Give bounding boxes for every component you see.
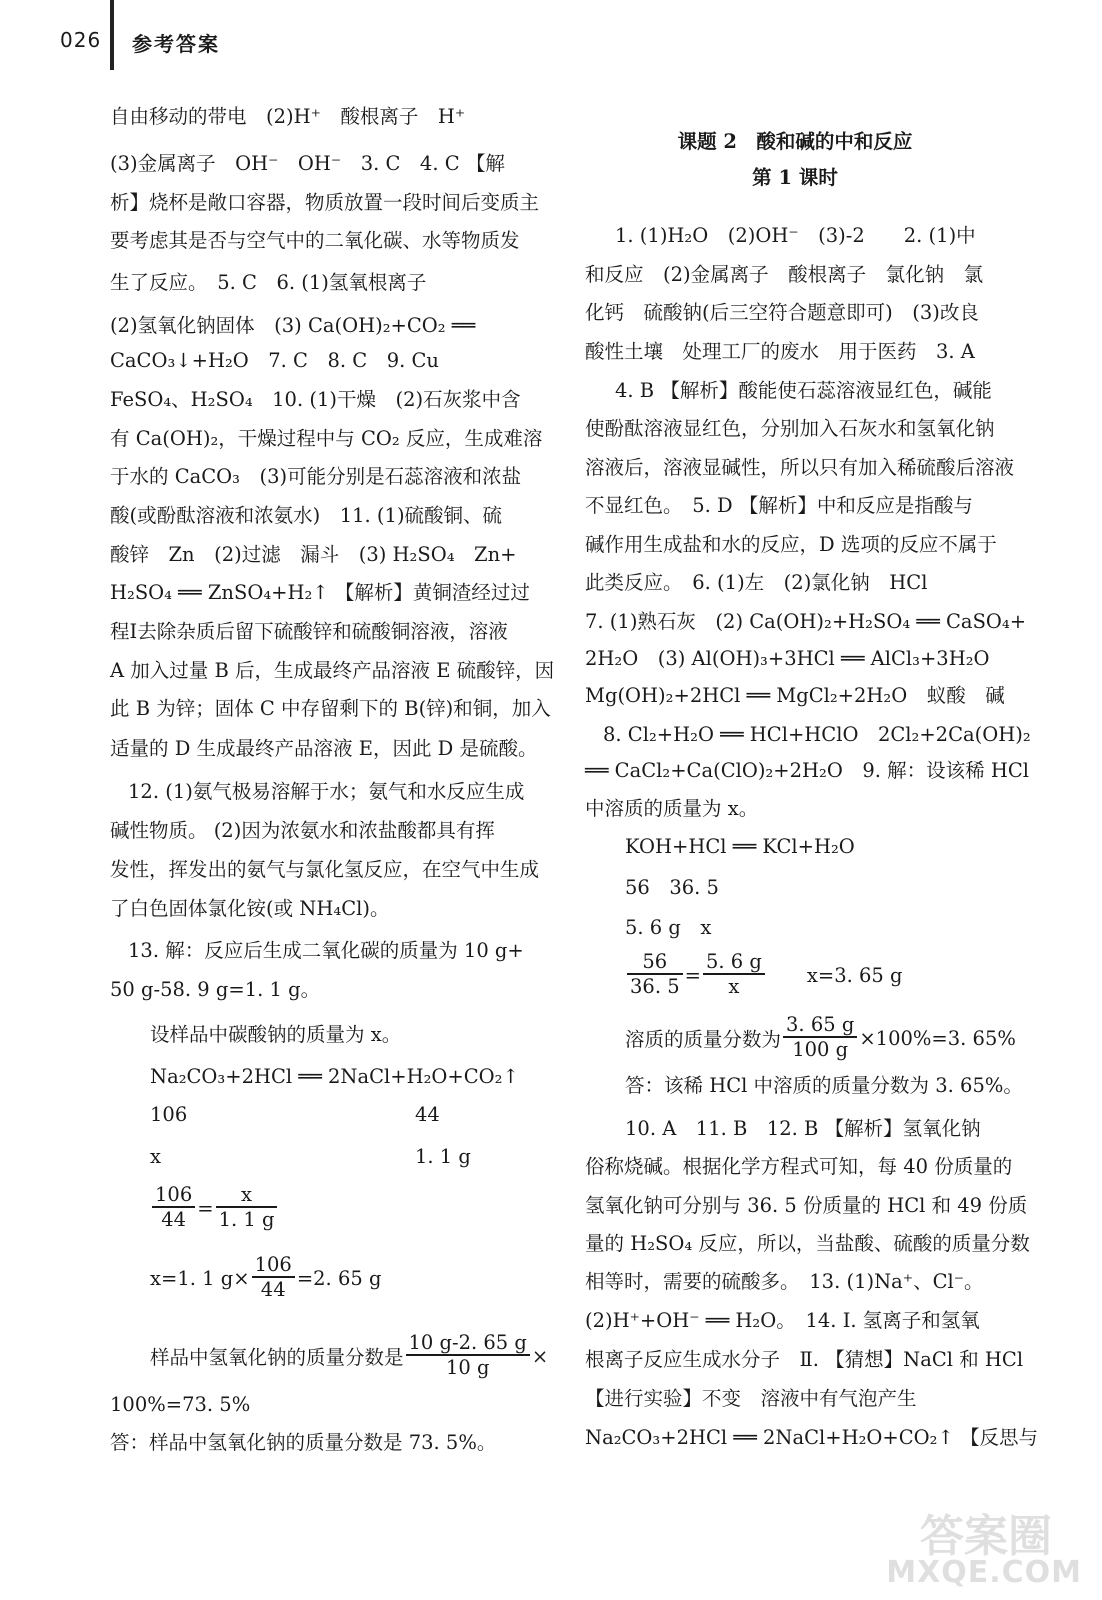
text-line: 7. (1)熟石灰 (2) Ca(OH)₂+H₂SO₄ ══ CaSO₄+ <box>585 610 1027 633</box>
watermark <box>882 1500 1082 1590</box>
fraction <box>252 1254 295 1302</box>
text-line: 适量的 D 生成最终产品溶液 E，因此 D 是硫酸。 <box>110 737 538 760</box>
text-line: 俗称烧碱。根据化学方程式可知，每 40 份质量的 <box>585 1155 1013 1178</box>
text-line: 12. (1)氨气极易溶解于水；氨气和水反应生成 <box>128 780 525 803</box>
equation-text: × <box>531 1344 549 1368</box>
text-line: (2)氢氧化钠固体 (3) Ca(OH)₂+CO₂ ══ <box>110 314 476 337</box>
equation-text: x=3. 65 g <box>806 963 903 987</box>
text-line: 此 B 为锌；固体 C 中存留剩下的 B(锌)和铜，加入 <box>110 697 551 720</box>
text-line: 不显红色。 5. D 【解析】中和反应是指酸与 <box>585 494 973 517</box>
answer-line: 答：样品中氢氧化钠的质量分数是 73. 5%。 <box>110 1431 497 1454</box>
equation-value: 1. 1 g <box>415 1145 471 1168</box>
text-line: FeSO₄、H₂SO₄ 10. (1)干燥 (2)石灰浆中含 <box>110 388 521 411</box>
text-line: 于水的 CaCO₃ (3)可能分别是石蕊溶液和浓盐 <box>110 465 522 488</box>
fraction <box>406 1332 530 1380</box>
denominator: 44 <box>260 1278 286 1301</box>
equation-line: KOH+HCl ══ KCl+H₂O <box>625 835 855 858</box>
fraction <box>627 951 683 999</box>
fraction <box>783 1014 857 1062</box>
text-line: 1. (1)H₂O (2)OH⁻ (3)-2 2. (1)中 <box>615 224 976 247</box>
answer-line: 答：该稀 HCl 中溶质的质量分数为 3. 65%。 <box>625 1074 1023 1097</box>
denominator: 1. 1 g <box>218 1208 275 1231</box>
text-line: 使酚酞溶液显红色，分别加入石灰水和氢氧化钠 <box>585 417 995 440</box>
text-line: CaCO₃↓+H₂O 7. C 8. C 9. Cu <box>110 349 439 372</box>
watermark-logo: 答案圈 <box>920 1511 1052 1562</box>
text-line: Mg(OH)₂+2HCl ══ MgCl₂+2H₂O 蚁酸 碱 <box>585 684 1005 707</box>
equation-text: x=1. 1 g× <box>150 1266 250 1290</box>
lesson-title: 第 1 课时 <box>752 166 838 189</box>
text-line: 量的 H₂SO₄ 反应，所以，当盐酸、硫酸的质量分数 <box>585 1232 1030 1255</box>
equals-sign: = <box>684 963 701 987</box>
text-line: H₂SO₄ ══ ZnSO₄+H₂↑ 【解析】黄铜渣经过过 <box>110 581 530 604</box>
mass-fraction-equation <box>150 1326 548 1386</box>
mass-fraction-equation <box>625 1008 1016 1068</box>
proportion-equation <box>625 945 903 1005</box>
text-line: 酸性土壤 处理工厂的废水 用于医药 3. A <box>585 340 975 363</box>
equation-text: 溶质的质量分数为 <box>625 1028 782 1051</box>
text-line: (3)金属离子 OH⁻ OH⁻ 3. C 4. C 【解 <box>110 152 505 175</box>
text-line: 碱作用生成盐和水的反应，D 选项的反应不属于 <box>585 533 997 556</box>
section-title: 课题 2 酸和碱的中和反应 <box>677 130 913 153</box>
equation-text: =2. 65 g <box>296 1266 382 1290</box>
text-line: 50 g-58. 9 g=1. 1 g。 <box>110 978 321 1001</box>
text-line: 8. Cl₂+H₂O ══ HCl+HClO 2Cl₂+2Ca(OH)₂ <box>603 723 1031 746</box>
fraction <box>152 1184 195 1232</box>
numerator: 56 <box>627 951 683 975</box>
equation-line: Na₂CO₃+2HCl ══ 2NaCl+H₂O+CO₂↑ <box>150 1065 519 1088</box>
text-line: 了白色固体氯化铵(或 NH₄Cl)。 <box>110 897 390 920</box>
numerator: x <box>216 1184 278 1208</box>
text-line: 此类反应。 6. (1)左 (2)氯化钠 HCl <box>585 571 928 594</box>
denominator: x <box>728 975 740 998</box>
text-line: 酸(或酚酞溶液和浓氨水) 11. (1)硫酸铜、硫 <box>110 504 503 527</box>
denominator: 10 g <box>445 1356 490 1379</box>
text-line: Na₂CO₃+2HCl ══ 2NaCl+H₂O+CO₂↑ 【反思与 <box>585 1426 1039 1449</box>
text-line: 发性，挥发出的氨气与氯化氢反应，在空气中生成 <box>110 858 540 881</box>
text-line: 程Ⅰ去除杂质后留下硫酸锌和硫酸铜溶液，溶液 <box>110 620 508 643</box>
page-header <box>0 0 1102 70</box>
equation-value: 44 <box>415 1103 440 1126</box>
text-line: 4. B 【解析】酸能使石蕊溶液显红色，碱能 <box>615 379 992 402</box>
text-line: 化钙 硫酸钠(后三空符合题意即可) (3)改良 <box>585 301 979 324</box>
text-line: 生了反应。 5. C 6. (1)氢氧根离子 <box>110 271 427 294</box>
denominator: 100 g <box>792 1038 849 1061</box>
text-line: 根离子反应生成水分子 Ⅱ. 【猜想】NaCl 和 HCl <box>585 1348 1024 1371</box>
numerator: 5. 6 g <box>703 951 765 975</box>
equation-value: 56 36. 5 <box>625 876 719 899</box>
text-line: 【进行实验】不变 溶液中有气泡产生 <box>585 1387 917 1410</box>
equation-value: 106 <box>150 1103 188 1126</box>
denominator: 36. 5 <box>630 975 680 998</box>
denominator: 44 <box>161 1208 187 1231</box>
text-line: ══ CaCl₂+Ca(ClO)₂+2H₂O 9. 解：设该稀 HCl <box>585 759 1029 782</box>
solution-equation <box>150 1248 381 1308</box>
equation-text: 样品中氢氧化钠的质量分数是 <box>150 1346 404 1369</box>
text-line: 氢氧化钠可分别与 36. 5 份质量的 HCl 和 49 份质 <box>585 1194 1028 1217</box>
text-line: 中溶质的质量为 x。 <box>585 797 759 820</box>
text-line: 和反应 (2)金属离子 酸根离子 氯化钠 氯 <box>585 263 984 286</box>
equation-value: x <box>150 1145 161 1168</box>
proportion-equation <box>150 1178 279 1238</box>
text-line: 有 Ca(OH)₂，干燥过程中与 CO₂ 反应，生成难溶 <box>110 427 543 450</box>
numerator: 106 <box>152 1184 195 1208</box>
watermark-site: MXQE.COM <box>886 1555 1082 1590</box>
header-divider <box>110 0 114 70</box>
text-line: 2H₂O (3) Al(OH)₃+3HCl ══ AlCl₃+3H₂O <box>585 647 990 670</box>
text-line: A 加入过量 B 后，生成最终产品溶液 E 硫酸锌，因 <box>110 659 555 682</box>
text-line: 相等时，需要的硫酸多。 13. (1)Na⁺、Cl⁻。 <box>585 1270 984 1293</box>
text-line: 10. A 11. B 12. B 【解析】氢氧化钠 <box>625 1117 981 1140</box>
numerator: 3. 65 g <box>783 1014 857 1038</box>
text-line: 析】烧杯是敞口容器，物质放置一段时间后变质主 <box>110 191 540 214</box>
text-line: (2)H⁺+OH⁻ ══ H₂O。 14. Ⅰ. 氢离子和氢氧 <box>585 1309 980 1332</box>
equation-value: 5. 6 g x <box>625 916 712 939</box>
text-line: 碱性物质。 (2)因为浓氨水和浓盐酸都具有挥 <box>110 819 495 842</box>
page-number: 026 <box>60 28 102 52</box>
text-line: 自由移动的带电 (2)H⁺ 酸根离子 H⁺ <box>110 105 466 128</box>
text-line: 溶液后，溶液显碱性，所以只有加入稀硫酸后溶液 <box>585 456 1015 479</box>
text-line: 13. 解：反应后生成二氧化碳的质量为 10 g+ <box>128 939 524 962</box>
text-line: 设样品中碳酸钠的质量为 x。 <box>150 1023 402 1046</box>
numerator: 10 g-2. 65 g <box>406 1332 530 1356</box>
fraction <box>216 1184 278 1232</box>
header-title: 参考答案 <box>132 32 220 56</box>
equation-text: ×100%=3. 65% <box>859 1026 1016 1050</box>
fraction <box>703 951 765 999</box>
equals-sign: = <box>197 1196 214 1220</box>
numerator: 106 <box>252 1254 295 1278</box>
text-line: 酸锌 Zn (2)过滤 漏斗 (3) H₂SO₄ Zn+ <box>110 543 517 566</box>
text-line: 100%=73. 5% <box>110 1393 251 1416</box>
text-line: 要考虑其是否与空气中的二氧化碳、水等物质发 <box>110 229 520 252</box>
